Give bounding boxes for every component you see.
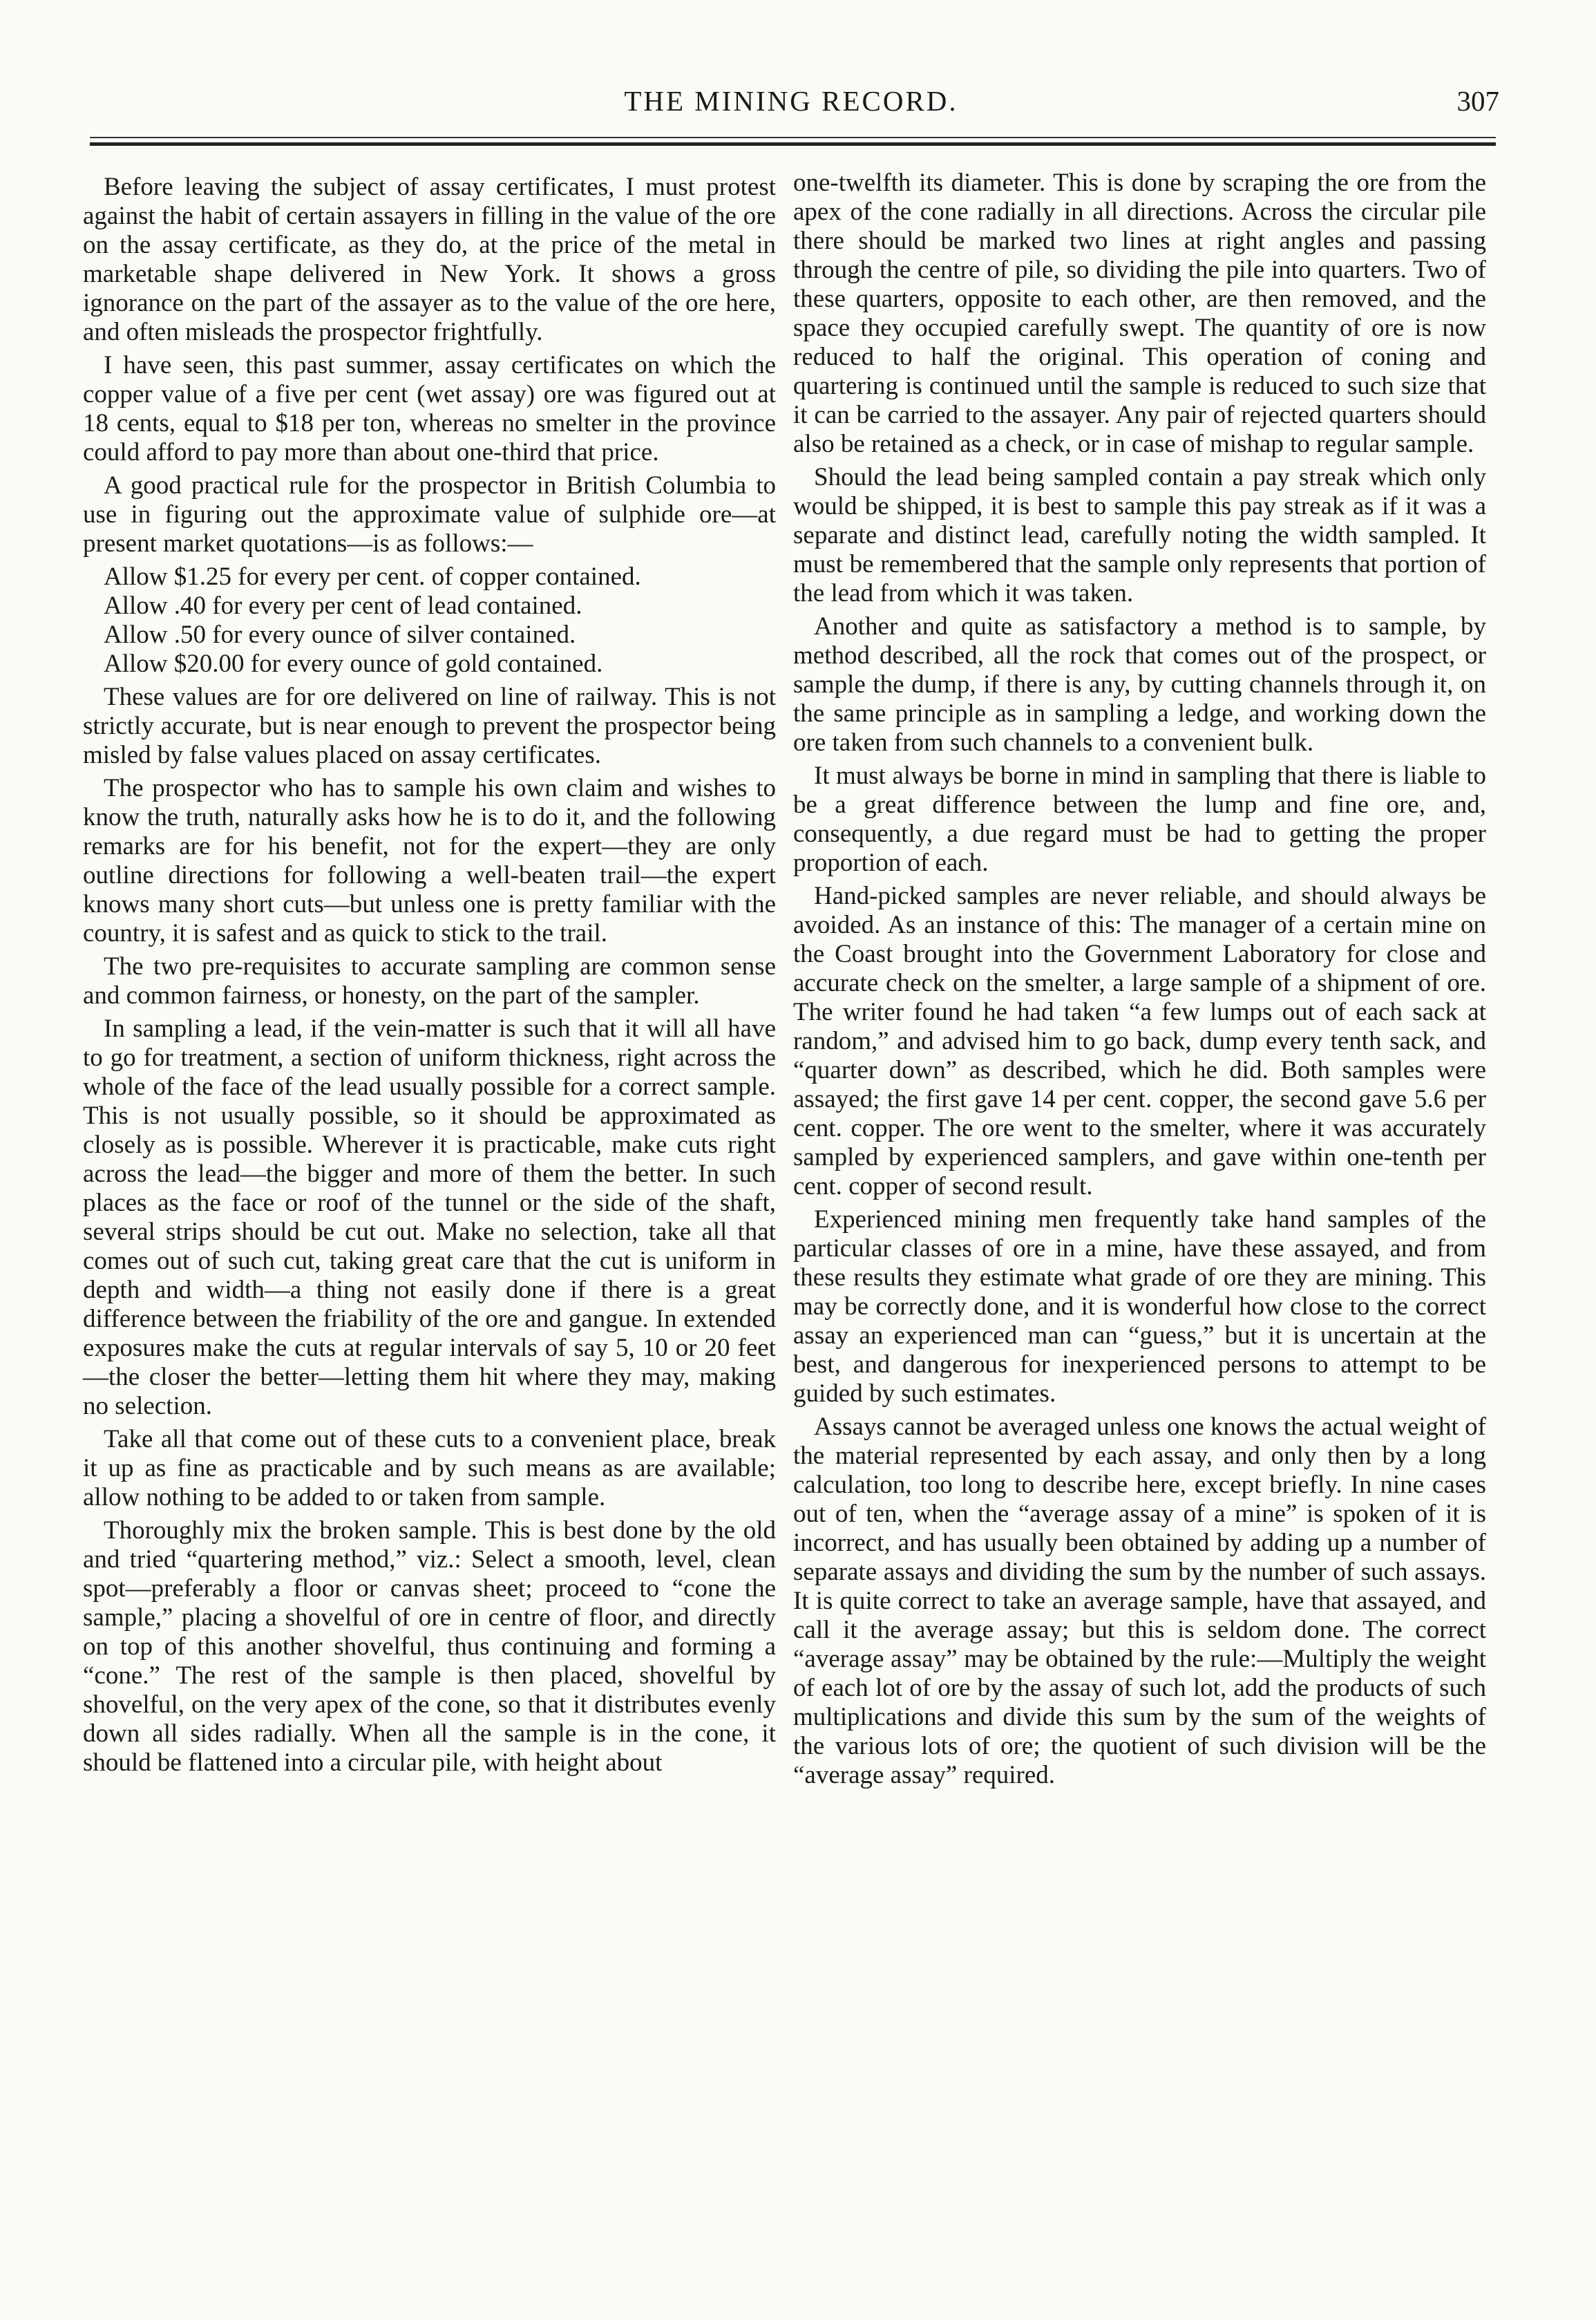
paragraph: A good practical rule for the prospector in British Columbia to use in figuring out the approximate value of sulphide ore—at present market quotations—is as follows:— xyxy=(83,471,776,558)
rule-line: Allow $20.00 for every ounce of gold contained. xyxy=(104,650,603,678)
right-column xyxy=(793,169,1486,1794)
paragraph: Thoroughly mix the broken sample. This is best done by the old and tried “quartering method,” viz.: Select a smooth, level, clean spot—preferably a floor or canvas sheet; proceed to “cone the sample,” placing a shovelful of ore in centre of floor, and directly on top of this another shovelful, thus continuing and forming a “cone.” The rest of the sample is then placed, shovelful by shovelful, on the very apex of the cone, so that it distributes evenly down all sides radially. When all the sample is in the cone, it should be flattened into a circular pile, with height about xyxy=(83,1516,776,1777)
paragraph: In sampling a lead, if the vein-matter is such that it will all have to go for treatment, a section of uniform thickness, right across the whole of the face of the lead usually possible for a correct sample. This is not usually possible, so it should be approximated as closely as is possible. Wherever it is practicable, make cuts right across the lead—the bigger and more of them the better. In such places as the face or roof of the tunnel or the side of the shaft, several strips should be cut out. Make no selection, take all that comes out of such cut, taking great care that the cut is uniform in depth and width—a thing not easily done if there is a great difference between the friability of the ore and gangue. In extended exposures make the cuts at regular intervals of say 5, 10 or 20 feet—the closer the better—letting them hit where they may, making no selection. xyxy=(83,1015,776,1420)
paragraph: The prospector who has to sample his own claim and wishes to know the truth, naturally asks how he is to do it, and the following remarks are for his benefit, not for the expert—they are only outline directions for following a well-beaten trail—the expert knows many short cuts—but unless one is pretty familiar with the country, it is safest and as quick to stick to the trail. xyxy=(83,774,776,947)
journal-title: THE MINING RECORD. xyxy=(624,85,958,117)
paragraph: It must always be borne in mind in sampling that there is liable to be a great difference between the lump and fine ore, and, consequently, a due regard must be had to getting the proper proportion of each. xyxy=(793,762,1486,877)
paragraph: The two pre-requisites to accurate sampling are common sense and common fairness, or honesty, on the part of the sampler. xyxy=(83,952,776,1010)
paragraph: Assays cannot be averaged unless one knows the actual weight of the material represented by each assay, and only then by a long calculation, too long to describe here, except briefly. In nine cases out of ten, when the “average assay of a mine” is spoken of it is incorrect, and has usually been obtained by adding up a number of separate assays and dividing the sum by the number of such assays. It is quite correct to take an average sample, have that assayed, and call it the average assay; but this is seldom done. The correct “average assay” may be obtained by the rule:—Multiply the weight of each lot of ore by the assay of such lot, add the products of such multiplications and divide this sum by the sum of the weights of the various lots of ore; the quotient of such division will be the “average assay” required. xyxy=(793,1413,1486,1789)
paragraph: Another and quite as satisfactory a method is to sample, by method described, all the rock that comes out of the prospect, or sample the dump, if there is any, by cutting channels through it, on the same principle as in sampling a ledge, and working down the ore taken from such channels to a convenient bulk. xyxy=(793,612,1486,757)
paragraph: one-twelfth its diameter. This is done by scraping the ore from the apex of the cone radially in all directions. Across the circular pile there should be marked two lines at right angles and passing through the centre of pile, so dividing the pile into quarters. Two of these quarters, opposite to each other, are then removed, and the space they occupied carefully swept. The quantity of ore is now reduced to half the original. This operation of coning and quartering is continued until the sample is reduced to such size that it can be carried to the assayer. Any pair of rejected quarters should also be retained as a check, or in case of mishap to regular sample. xyxy=(793,169,1486,458)
paragraph: Experienced mining men frequently take hand samples of the particular classes of ore in a mine, have these assayed, and from these results they estimate what grade of ore they are mining. This may be correctly done, and it is wonderful how close to the correct assay an experienced man can “guess,” but it is uncertain at the best, and dangerous for inexperienced persons to attempt to be guided by such estimates. xyxy=(793,1205,1486,1408)
left-column xyxy=(83,173,776,1782)
paragraph: These values are for ore delivered on line of railway. This is not strictly accurate, but is near enough to prevent the prospector being misled by false values placed on assay certificates. xyxy=(83,683,776,769)
paragraph: Take all that come out of these cuts to a convenient place, break it up as fine as practicable and by such means as are available; allow nothing to be added to or taken from sample. xyxy=(83,1425,776,1511)
running-header xyxy=(83,82,1499,130)
paragraph: Should the lead being sampled contain a pay streak which only would be shipped, it is best to sample this pay streak as if it was a separate and distinct lead, carefully noting the width sampled. It must be remembered that the sample only represents that portion of the lead from which it was taken. xyxy=(793,463,1486,607)
header-rule-thin xyxy=(90,137,1496,138)
header-rule-thick xyxy=(90,142,1496,146)
rule-line: Allow .50 for every ounce of silver contained. xyxy=(104,621,576,649)
paragraph: Hand-picked samples are never reliable, and should always be avoided. As an instance of this: The manager of a certain mine on the Coast brought into the Government Laboratory for close and accurate check on the smelter, a large sample of a shipment of ore. The writer found he had taken “a few lumps out of each sack at random,” and advised him to go back, dump every tenth sack, and “quarter down” as described, which he did. Both samples were assayed; the first gave 14 per cent. copper, the second gave 5.6 per cent. copper. The ore went to the smelter, where it was accurately sampled by experienced samplers, and gave within one-tenth per cent. copper of second result. xyxy=(793,882,1486,1200)
paragraph: I have seen, this past summer, assay certificates on which the copper value of a five per cent (wet assay) ore was figured out at 18 cents, equal to $18 per ton, whereas no smelter in the province could afford to pay more than about one-third that price. xyxy=(83,351,776,466)
rule-line: Allow .40 for every per cent of lead contained. xyxy=(104,592,582,620)
paragraph: Before leaving the subject of assay certificates, I must protest against the habit of certain assayers in filling in the value of the ore on the assay certificate, as they do, at the price of the metal in marketable shape delivered in New York. It shows a gross ignorance on the part of the assayer as to the value of the ore here, and often misleads the prospector frightfully. xyxy=(83,173,776,346)
page-number: 307 xyxy=(1456,85,1499,117)
rule-line: Allow $1.25 for every per cent. of copper contained. xyxy=(104,563,641,591)
